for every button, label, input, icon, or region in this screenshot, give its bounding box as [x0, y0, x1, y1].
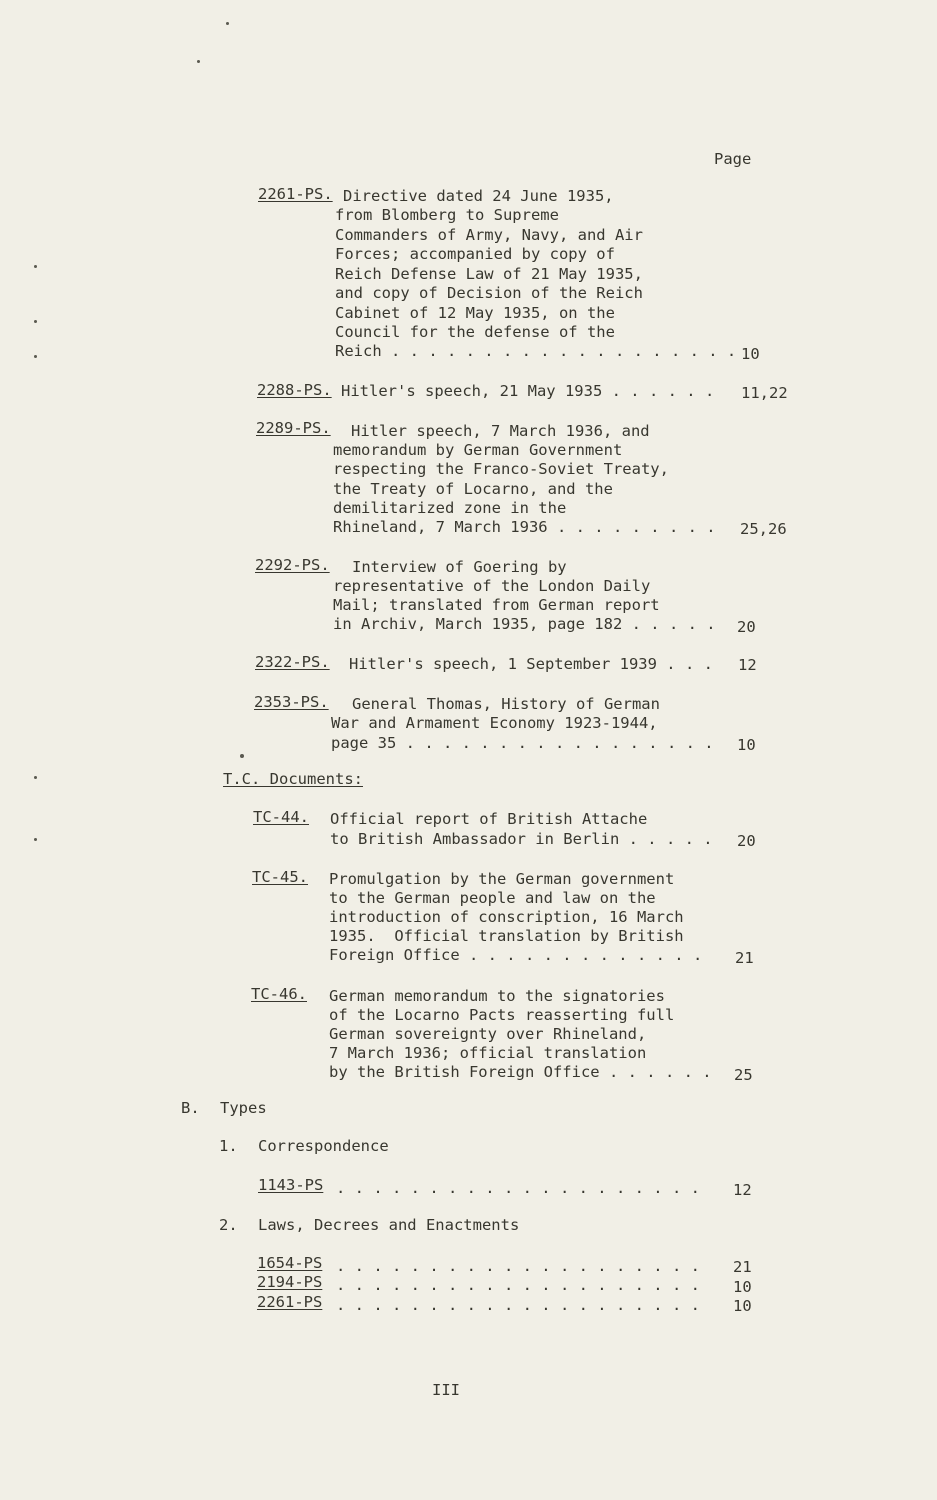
document-code: TC-45.	[252, 868, 308, 886]
page-reference: 10	[733, 1297, 752, 1315]
scan-speck	[240, 754, 244, 758]
document-code: 2353-PS.	[254, 693, 329, 711]
entry-last-line: Rhineland, 7 March 1936 . . . . . . . . .	[333, 518, 716, 536]
document-code: 2289-PS.	[256, 419, 331, 437]
entry-first-line: German memorandum to the signatories	[329, 987, 665, 1005]
document-code: 2261-PS	[257, 1293, 323, 1311]
entry-last-line: Foreign Office . . . . . . . . . . . . .	[329, 946, 703, 964]
scan-speck	[34, 838, 37, 841]
entry-line: representative of the London Daily	[333, 577, 651, 595]
entry-line: German sovereignty over Rhineland,	[329, 1025, 647, 1043]
entry-line: the Treaty of Locarno, and the	[333, 480, 613, 498]
entry-first-line: Hitler speech, 7 March 1936, and	[351, 422, 650, 440]
document-code: 2288-PS.	[257, 381, 332, 399]
scan-speck	[34, 265, 37, 268]
page-reference: 10	[737, 736, 756, 754]
page-reference: 21	[733, 1258, 752, 1276]
entry-line: demilitarized zone in the	[333, 499, 567, 517]
scan-speck	[34, 776, 37, 779]
entry-last-line: by the British Foreign Office . . . . . .	[329, 1063, 712, 1081]
entry-line: 1935. Official translation by British	[329, 927, 684, 945]
entry-line: Council for the defense of the	[335, 323, 615, 341]
section-heading-tc-documents: T.C. Documents:	[223, 770, 363, 788]
entry-line: memorandum by German Government	[333, 441, 623, 459]
document-code: 1143-PS	[258, 1176, 324, 1194]
page-reference: 20	[737, 832, 756, 850]
entry-first-line: General Thomas, History of German	[352, 695, 660, 713]
entry-first-line: Promulgation by the German government	[329, 870, 675, 888]
entry-line: Mail; translated from German report	[333, 596, 660, 614]
page-reference: 12	[738, 656, 757, 674]
document-code: TC-44.	[253, 808, 309, 826]
page-number: III	[432, 1381, 460, 1399]
entry-line: 7 March 1936; official translation	[329, 1044, 647, 1062]
entry-line: of the Locarno Pacts reasserting full	[329, 1006, 675, 1024]
page-reference: 10	[733, 1278, 752, 1296]
entry-line: from Blomberg to Supreme	[335, 206, 559, 224]
document-code: 2194-PS	[257, 1273, 323, 1291]
document-code: 1654-PS	[257, 1254, 323, 1272]
scan-speck	[226, 22, 229, 25]
scan-speck	[34, 320, 37, 323]
dot-leader: . . . . . . . . . . . . . . . . . . . .	[336, 1179, 700, 1197]
entry-last-line: in Archiv, March 1935, page 182 . . . . .	[333, 615, 716, 633]
entry-line: to the German people and law on the	[329, 889, 656, 907]
section-heading-types: Types	[220, 1099, 267, 1117]
page-reference: 11,22	[741, 384, 788, 402]
entry-first-line: Official report of British Attache	[330, 810, 648, 828]
entry-line: Cabinet of 12 May 1935, on the	[335, 304, 615, 322]
entry-last-line: page 35 . . . . . . . . . . . . . . . . .	[331, 734, 714, 752]
entry-line: War and Armament Economy 1923-1944,	[331, 714, 658, 732]
subsection-number: 2.	[219, 1216, 238, 1234]
page-reference: 21	[735, 949, 754, 967]
scan-speck	[197, 60, 200, 63]
page-reference: 10	[741, 345, 760, 363]
entry-first-line: Hitler's speech, 1 September 1939 . . .	[349, 655, 713, 673]
dot-leader: . . . . . . . . . . . . . . . . . . . .	[336, 1296, 700, 1314]
dot-leader: . . . . . . . . . . . . . . . . . . . .	[336, 1276, 700, 1294]
entry-line: and copy of Decision of the Reich	[335, 284, 643, 302]
page-reference: 25	[734, 1066, 753, 1084]
entry-line: Reich Defense Law of 21 May 1935,	[335, 265, 643, 283]
entry-last-line: Reich . . . . . . . . . . . . . . . . . . .	[335, 342, 737, 360]
entry-line: Forces; accompanied by copy of	[335, 245, 615, 263]
subsection-title: Correspondence	[258, 1137, 389, 1155]
document-code: 2322-PS.	[255, 653, 330, 671]
entry-line: respecting the Franco-Soviet Treaty,	[333, 460, 669, 478]
entry-first-line: Hitler's speech, 21 May 1935 . . . . . .	[341, 382, 715, 400]
page-reference: 25,26	[740, 520, 787, 538]
entry-line: Commanders of Army, Navy, and Air	[335, 226, 643, 244]
section-letter: B.	[181, 1099, 200, 1117]
scan-speck	[34, 355, 37, 358]
entry-line: introduction of conscription, 16 March	[329, 908, 684, 926]
entry-first-line: Interview of Goering by	[352, 558, 567, 576]
document-code: 2292-PS.	[255, 556, 330, 574]
dot-leader: . . . . . . . . . . . . . . . . . . . .	[336, 1257, 700, 1275]
page-reference: 20	[737, 618, 756, 636]
entry-first-line: Directive dated 24 June 1935,	[343, 187, 614, 205]
page-reference: 12	[733, 1181, 752, 1199]
subsection-number: 1.	[219, 1137, 238, 1155]
document-code: TC-46.	[251, 985, 307, 1003]
entry-last-line: to British Ambassador in Berlin . . . . .	[330, 830, 713, 848]
page-column-label: Page	[714, 150, 752, 168]
document-code: 2261-PS.	[258, 185, 333, 203]
subsection-title: Laws, Decrees and Enactments	[258, 1216, 520, 1234]
